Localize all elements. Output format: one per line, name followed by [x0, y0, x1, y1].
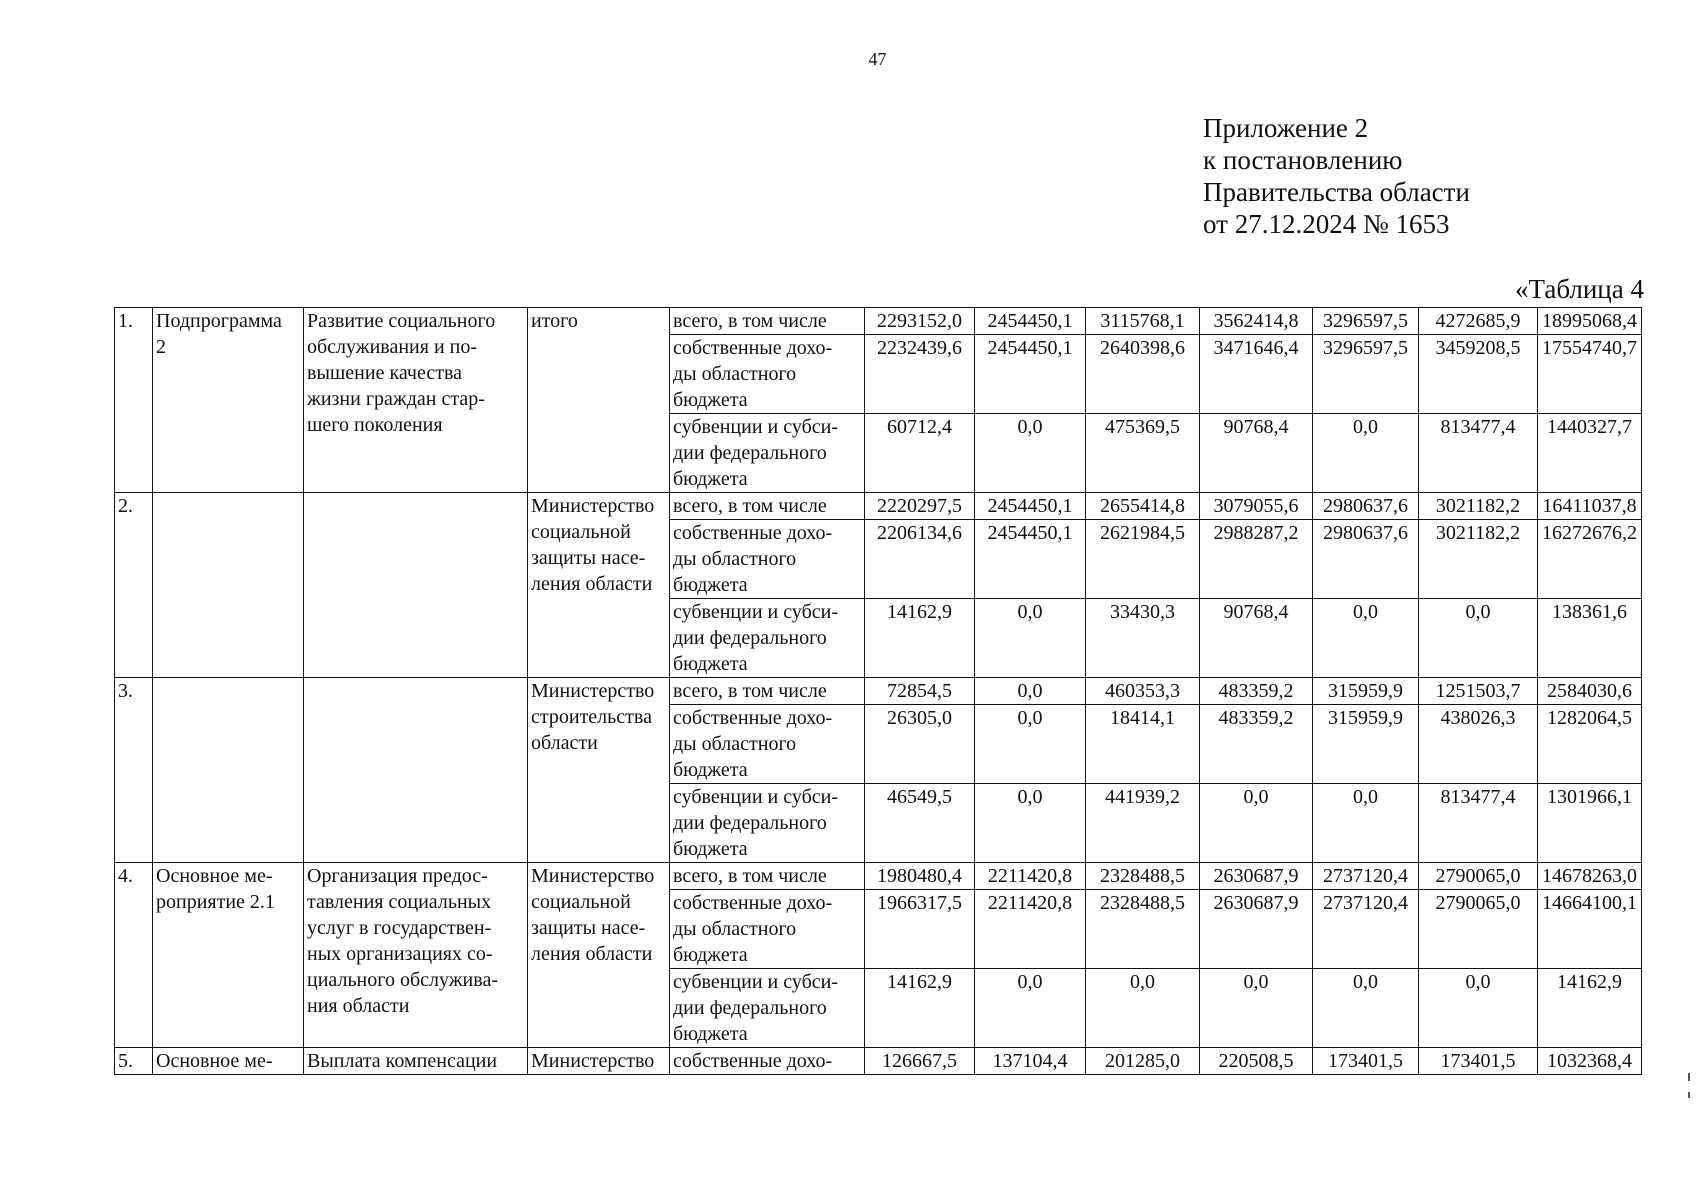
funding-source: собственные дохо- ды областного бюджета — [670, 705, 865, 784]
table-row — [115, 863, 1642, 890]
table-cell: 0,0 — [975, 969, 1086, 1048]
table-cell: 18995068,4 — [1538, 308, 1642, 335]
table-cell: 3459208,5 — [1419, 335, 1538, 414]
program-title: Развитие социального обслуживания и по- вышение качества жизни граждан стар- шего поколения — [304, 308, 528, 493]
table-cell: 3296597,5 — [1313, 335, 1419, 414]
table-cell: 2328488,5 — [1086, 890, 1200, 969]
program-name — [153, 493, 304, 678]
table-cell: 460353,3 — [1086, 678, 1200, 705]
program-title: Выплата компенсации — [304, 1048, 528, 1075]
table-cell: 2454450,1 — [975, 493, 1086, 520]
table-cell: 2790065,0 — [1419, 863, 1538, 890]
executor: Министерство строительства области — [528, 678, 670, 863]
table-cell: 2655414,8 — [1086, 493, 1200, 520]
table-cell: 0,0 — [975, 414, 1086, 493]
executor: Министерство социальной защиты насе- ления области — [528, 863, 670, 1048]
program-title: Организация предос- тавления социальных услуг в государствен- ных организациях со- циального обслужива- ния области — [304, 863, 528, 1048]
table-caption: «Таблица 4 — [1515, 274, 1644, 304]
table-cell: 2630687,9 — [1200, 890, 1313, 969]
row-index: 2. — [115, 493, 153, 678]
table-cell: 813477,4 — [1419, 414, 1538, 493]
table-cell: 14162,9 — [865, 969, 975, 1048]
table-cell: 0,0 — [1200, 784, 1313, 863]
table-cell: 2206134,6 — [865, 520, 975, 599]
table-cell: 1440327,7 — [1538, 414, 1642, 493]
table-cell: 475369,5 — [1086, 414, 1200, 493]
table-cell: 3296597,5 — [1313, 308, 1419, 335]
program-name: Подпрограмма 2 — [153, 308, 304, 493]
table-cell: 0,0 — [975, 784, 1086, 863]
table-cell: 3562414,8 — [1200, 308, 1313, 335]
scan-mark — [1688, 1073, 1690, 1081]
row-index: 1. — [115, 308, 153, 493]
table-cell: 1980480,4 — [865, 863, 975, 890]
table-cell: 90768,4 — [1200, 414, 1313, 493]
table-cell: 483359,2 — [1200, 678, 1313, 705]
table-cell: 138361,6 — [1538, 599, 1642, 678]
funding-source: субвенции и субси- дии федерального бюджета — [670, 784, 865, 863]
table-cell: 2630687,9 — [1200, 863, 1313, 890]
row-index: 5. — [115, 1048, 153, 1075]
table-cell: 26305,0 — [865, 705, 975, 784]
funding-source: всего, в том числе — [670, 308, 865, 335]
table-cell: 90768,4 — [1200, 599, 1313, 678]
row-index: 3. — [115, 678, 153, 863]
table-cell: 1966317,5 — [865, 890, 975, 969]
executor: итого — [528, 308, 670, 493]
table-cell: 18414,1 — [1086, 705, 1200, 784]
table-row — [115, 1048, 1642, 1075]
table-cell: 2454450,1 — [975, 520, 1086, 599]
appendix-line: от 27.12.2024 № 1653 — [1203, 209, 1450, 239]
table-cell: 2621984,5 — [1086, 520, 1200, 599]
table-cell: 3021182,2 — [1419, 493, 1538, 520]
table-cell: 2328488,5 — [1086, 863, 1200, 890]
table-cell: 2988287,2 — [1200, 520, 1313, 599]
table-cell: 1282064,5 — [1538, 705, 1642, 784]
table-cell: 16272676,2 — [1538, 520, 1642, 599]
table-cell: 438026,3 — [1419, 705, 1538, 784]
table-cell: 315959,9 — [1313, 705, 1419, 784]
table-cell: 201285,0 — [1086, 1048, 1200, 1075]
table-cell: 0,0 — [1419, 969, 1538, 1048]
table-cell: 3079055,6 — [1200, 493, 1313, 520]
table-cell: 1032368,4 — [1538, 1048, 1642, 1075]
table-cell: 2220297,5 — [865, 493, 975, 520]
table-cell: 2584030,6 — [1538, 678, 1642, 705]
table-cell: 813477,4 — [1419, 784, 1538, 863]
table-row — [115, 308, 1642, 335]
funding-source: собственные дохо- ды областного бюджета — [670, 335, 865, 414]
appendix-header — [1203, 112, 1470, 240]
table-cell: 2980637,6 — [1313, 493, 1419, 520]
table-cell: 315959,9 — [1313, 678, 1419, 705]
executor: Министерство социальной защиты насе- ления области — [528, 493, 670, 678]
table-cell: 126667,5 — [865, 1048, 975, 1075]
table-cell: 33430,3 — [1086, 599, 1200, 678]
table-cell: 220508,5 — [1200, 1048, 1313, 1075]
table-cell: 4272685,9 — [1419, 308, 1538, 335]
table-cell: 137104,4 — [975, 1048, 1086, 1075]
table-cell: 173401,5 — [1313, 1048, 1419, 1075]
funding-source: субвенции и субси- дии федерального бюджета — [670, 969, 865, 1048]
table-cell: 0,0 — [1313, 599, 1419, 678]
program-name — [153, 678, 304, 863]
table-cell: 2211420,8 — [975, 890, 1086, 969]
table-cell: 0,0 — [975, 678, 1086, 705]
table-cell: 483359,2 — [1200, 705, 1313, 784]
table-cell: 0,0 — [975, 599, 1086, 678]
table-cell: 1251503,7 — [1419, 678, 1538, 705]
program-name: Основное ме- роприятие 2.1 — [153, 863, 304, 1048]
table-cell: 14162,9 — [865, 599, 975, 678]
funding-source: субвенции и субси- дии федерального бюджета — [670, 599, 865, 678]
table-cell: 1301966,1 — [1538, 784, 1642, 863]
table-cell: 3471646,4 — [1200, 335, 1313, 414]
table-cell: 3021182,2 — [1419, 520, 1538, 599]
funding-source: всего, в том числе — [670, 863, 865, 890]
table-cell: 173401,5 — [1419, 1048, 1538, 1075]
table-cell: 14664100,1 — [1538, 890, 1642, 969]
funding-source: субвенции и субси- дии федерального бюджета — [670, 414, 865, 493]
program-title — [304, 678, 528, 863]
table-cell: 0,0 — [1086, 969, 1200, 1048]
appendix-line: Правительства области — [1203, 177, 1470, 207]
table-cell: 2790065,0 — [1419, 890, 1538, 969]
table-cell: 3115768,1 — [1086, 308, 1200, 335]
table-cell: 2737120,4 — [1313, 890, 1419, 969]
table-cell: 0,0 — [1313, 784, 1419, 863]
table-cell: 14162,9 — [1538, 969, 1642, 1048]
table-cell: 2640398,6 — [1086, 335, 1200, 414]
table-cell: 2980637,6 — [1313, 520, 1419, 599]
table-cell: 14678263,0 — [1538, 863, 1642, 890]
table-cell: 2454450,1 — [975, 335, 1086, 414]
table-cell: 17554740,7 — [1538, 335, 1642, 414]
table-cell: 2737120,4 — [1313, 863, 1419, 890]
funding-source: всего, в том числе — [670, 493, 865, 520]
table-cell: 2211420,8 — [975, 863, 1086, 890]
budget-table — [114, 307, 1642, 1075]
table-row — [115, 678, 1642, 705]
table-cell: 0,0 — [1313, 969, 1419, 1048]
appendix-line: к постановлению — [1203, 145, 1403, 175]
program-name: Основное ме- — [153, 1048, 304, 1075]
table-cell: 0,0 — [1200, 969, 1313, 1048]
table-cell: 2454450,1 — [975, 308, 1086, 335]
appendix-line: Приложение 2 — [1203, 113, 1369, 143]
scan-mark — [1688, 1092, 1690, 1098]
program-title — [304, 493, 528, 678]
executor: Министерство — [528, 1048, 670, 1075]
table-cell: 72854,5 — [865, 678, 975, 705]
table-cell: 60712,4 — [865, 414, 975, 493]
funding-source: собственные дохо- — [670, 1048, 865, 1075]
table-cell: 46549,5 — [865, 784, 975, 863]
table-row — [115, 493, 1642, 520]
table-cell: 441939,2 — [1086, 784, 1200, 863]
page-number: 47 — [868, 49, 887, 69]
funding-source: всего, в том числе — [670, 678, 865, 705]
table-cell: 0,0 — [1419, 599, 1538, 678]
table-cell: 2293152,0 — [865, 308, 975, 335]
table-cell: 0,0 — [975, 705, 1086, 784]
table-cell: 16411037,8 — [1538, 493, 1642, 520]
funding-source: собственные дохо- ды областного бюджета — [670, 520, 865, 599]
row-index: 4. — [115, 863, 153, 1048]
table-cell: 2232439,6 — [865, 335, 975, 414]
table-cell: 0,0 — [1313, 414, 1419, 493]
funding-source: собственные дохо- ды областного бюджета — [670, 890, 865, 969]
